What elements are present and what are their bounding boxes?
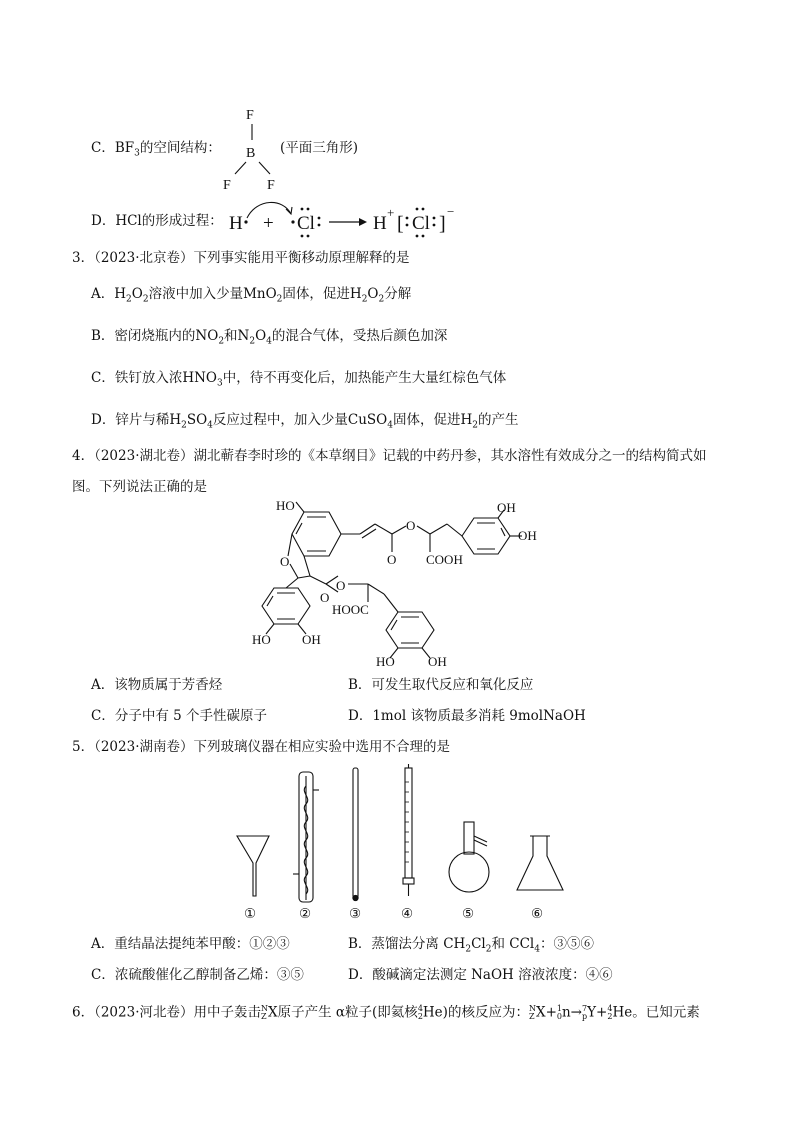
q6-stem: 6．（2023·河北卷）用中子轰击 N Z X原子产生 α粒子(即氦核 4 2 He)的核反应为： N Z X+ 1 0 n→ 7 p Y+ 4 2 He。已知元素 [72, 1004, 700, 1021]
q4-option-d: D．1mol 该物质最多消耗 9molNaOH [348, 708, 586, 724]
hcl-cation-h: H [373, 213, 387, 234]
q2-option-c: C．$BF_3$的空间结构： [91, 140, 221, 159]
label-hooc2: HOOC [332, 602, 369, 617]
label-oh-br: OH [428, 654, 447, 669]
glassware-label-4: ④ [401, 906, 414, 921]
q4-option-b: B．可发生取代反应和氧化反应 [348, 677, 534, 693]
q3-option-a: A．$H_2O_2$溶液中加入少量MnO$_2$固体，促进$H_2O_2$分解 [91, 286, 412, 305]
q3-stem: 3．（2023·北京卷）下列事实能用平衡移动原理解释的是 [72, 250, 410, 266]
q4-option-c: C．分子中有 5 个手性碳原子 [91, 708, 268, 724]
hcl-formation-diagram [225, 196, 475, 242]
label-o-ester2b: O [320, 590, 330, 605]
hcl-h-atom: H [229, 213, 243, 234]
q4-stem-line1: 4．（2023·湖北卷）湖北蕲春李时珍的《本草纲目》记载的中药丹参，其水溶性有效成分之一的结构简式如 [72, 448, 707, 464]
q3-option-c: C．铁钉放入浓$HNO_3$中，待不再变化后，加热能产生大量红棕色气体 [91, 370, 507, 389]
bf3-structure [215, 100, 285, 195]
hcl-anion-cl: Cl [412, 213, 430, 234]
hcl-anion-charge: − [447, 204, 455, 219]
glassware-label-5: ⑤ [462, 906, 475, 921]
q5-stem: 5．（2023·湖南卷）下列玻璃仪器在相应实验中选用不合理的是 [72, 739, 450, 755]
glassware-label-1: ① [244, 906, 257, 921]
label-oh-r2: OH [518, 528, 537, 543]
glassware-label-3: ③ [349, 906, 362, 921]
glassware-label-2: ② [299, 906, 312, 921]
hcl-cation-charge: + [387, 205, 395, 220]
label-cooh1: COOH [426, 552, 463, 567]
label-o-ester1b: O [406, 518, 416, 533]
q5-option-b: B．蒸馏法分离 $CH_2Cl_2$和 CCl$_4$：③⑤⑥ [348, 936, 594, 955]
label-oh-bl: OH [302, 632, 321, 647]
q5-option-c: C．浓硫酸催化乙醇制备乙烯：③⑤ [91, 967, 304, 983]
q3-option-d: D．锌片与稀$H_2SO_4$反应过程中，加入少量CuSO$_4$固体，促进$H_2$的产生 [91, 412, 519, 431]
hcl-cl-atom: Cl [297, 213, 315, 234]
label-o-ring: O [280, 554, 290, 569]
q4-stem-line2: 图。下列说法正确的是 [72, 479, 207, 495]
q5-option-d: D．酸碱滴定法测定 NaOH 溶液浓度：④⑥ [348, 967, 613, 983]
label-ho-bl: HO [252, 632, 271, 647]
bf3-atom-left-f: F [223, 178, 231, 193]
hcl-anion-bracket-close: ] [439, 213, 446, 235]
label-ho-top: HO [276, 498, 295, 513]
glassware-figure [225, 762, 565, 924]
q5-option-a: A．重结晶法提纯苯甲酸：①②③ [91, 936, 290, 952]
bf3-note: (平面三角形) [280, 140, 359, 156]
q4-option-a: A．该物质属于芳香烃 [91, 677, 223, 693]
q3-option-b: B．密闭烧瓶内的$NO_2$和$N_2O_4$的混合气体，受热后颜色加深 [91, 328, 448, 347]
bf3-atom-top-f: F [246, 108, 254, 123]
label-o-ester2a: O [336, 578, 346, 593]
bf3-atom-b: B [246, 146, 256, 161]
hcl-plus-sign: + [263, 213, 274, 234]
bf3-atom-right-f: F [267, 178, 275, 193]
glassware-label-6: ⑥ [531, 906, 544, 921]
label-oh-r1: OH [497, 500, 516, 515]
q2-option-d: D．HCl的形成过程： [91, 213, 223, 229]
label-o-ester1a: O [387, 552, 397, 567]
hcl-anion-bracket-open: [ [397, 213, 404, 235]
label-ho-br: HO [376, 654, 395, 669]
danshen-structure [250, 498, 550, 670]
